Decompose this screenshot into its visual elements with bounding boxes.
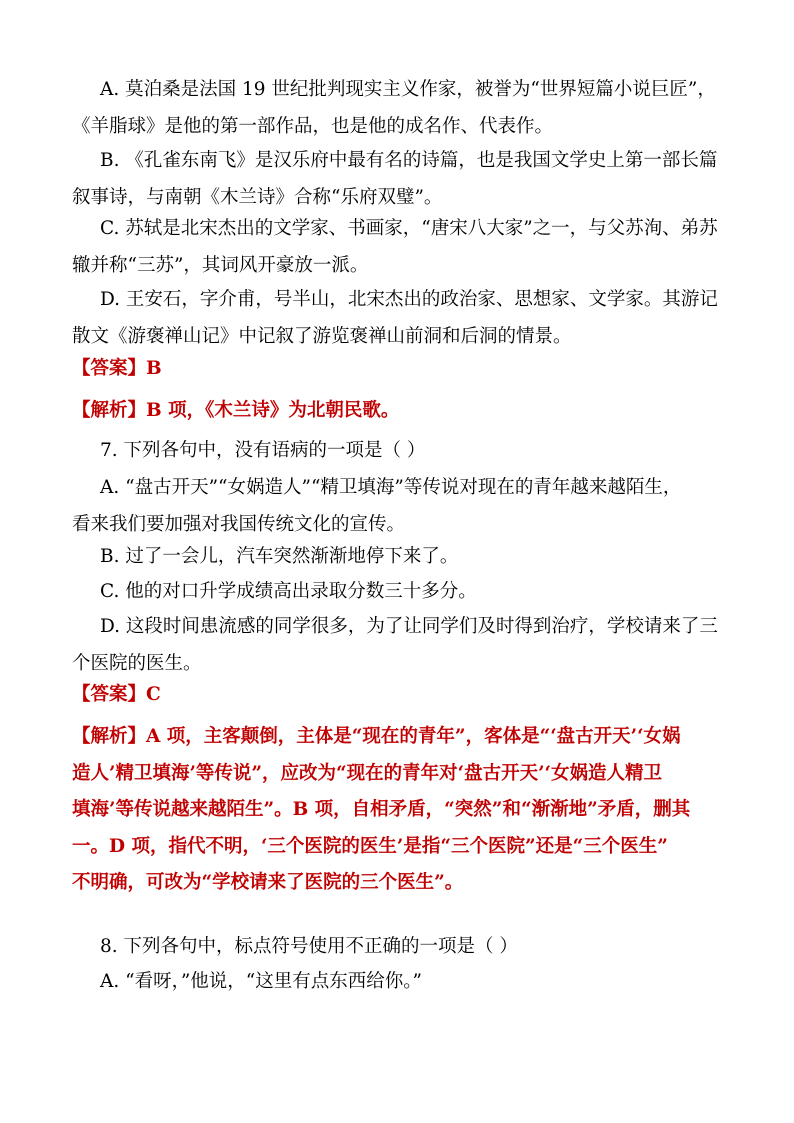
text-line: 个医院的医生。: [72, 653, 202, 674]
q7-answer: [72, 676, 732, 713]
analysis-line: 【解析】A 项，主客颠倒，主体是“现在的青年”，客体是“‘盘古开天’‘女娲: [72, 726, 681, 747]
text-line: D. 这段时间患流感的同学很多，为了让同学们及时得到治疗，学校请来了三: [100, 616, 718, 637]
q7-stem: [100, 432, 725, 469]
q6-answer: [72, 350, 732, 387]
question-stem: 8. 下列各句中，标点符号使用不正确的一项是（ ）: [100, 936, 518, 957]
question-stem: 7. 下列各句中，没有语病的一项是（ ）: [100, 440, 426, 461]
text-line: 看来我们要加强对我国传统文化的宣传。: [72, 514, 406, 535]
text-line: C. 苏轼是北宋杰出的文学家、书画家，“唐宋八大家”之一，与父苏洵、弟苏: [100, 218, 718, 239]
analysis-line: 造人’精卫填海’等传说”，应改为“现在的青年对‘盘古开天’‘女娲造人精卫: [72, 762, 662, 784]
text-line: A. “盘古开天”“女娲造人”“精卫填海”等传说对现在的青年越来越陌生，: [100, 477, 682, 498]
q7-analysis: [72, 719, 732, 902]
q7-option-d: [72, 608, 725, 682]
analysis-line: 不明确，可改为“学校请来了医院的三个医生”。: [72, 872, 464, 893]
text-line: C. 他的对口升学成绩高出录取分数三十多分。: [100, 581, 477, 602]
text-line: A. “看呀，”他说，“这里有点东西给你。”: [100, 971, 422, 992]
q7-option-a: [72, 469, 725, 543]
text-line: D. 王安石，字介甫，号半山，北宋杰出的政治家、思想家、文学家。其游记: [100, 289, 718, 310]
q6-option-d: [72, 281, 725, 355]
text-line: A. 莫泊桑是法国 19 世纪批判现实主义作家，被誉为“世界短篇小说巨匠”，: [100, 79, 716, 100]
text-line: B. 《孔雀东南飞》是汉乐府中最有名的诗篇，也是我国文学史上第一部长篇: [100, 150, 718, 171]
q6-option-a: [72, 71, 725, 145]
text-line: 散文《游褒禅山记》中记叙了游览褒禅山前洞和后洞的情景。: [72, 326, 572, 347]
q7-option-c: [100, 573, 725, 610]
q6-analysis: [72, 392, 732, 429]
analysis-line: 一。D 项，指代不明，‘三个医院的医生’是指“三个医院”还是“三个医生”: [72, 835, 668, 857]
q7-option-b: [100, 538, 725, 575]
answer-text: 【答案】C: [72, 684, 161, 705]
answer-text: 【答案】B: [72, 358, 162, 379]
text-line: 辙并称“三苏”，其词风开豪放一派。: [72, 255, 369, 276]
analysis-text: 【解析】B 项，《木兰诗》为北朝民歌。: [72, 400, 400, 421]
q8-option-a: [100, 963, 725, 1000]
text-line: B. 过了一会儿，汽车突然渐渐地停下来了。: [100, 546, 459, 567]
q8-stem: [100, 928, 725, 965]
text-line: 《羊脂球》是他的第一部作品，也是他的成名作、代表作。: [72, 116, 554, 137]
q6-option-c: [72, 210, 725, 284]
text-line: 叙事诗，与南朝《木兰诗》合称“乐府双璧”。: [72, 187, 443, 208]
analysis-line: 填海’等传说越来越陌生”。B 项，自相矛盾，“突然”和“渐渐地”矛盾，删其: [72, 799, 691, 820]
q6-option-b: [72, 142, 725, 216]
